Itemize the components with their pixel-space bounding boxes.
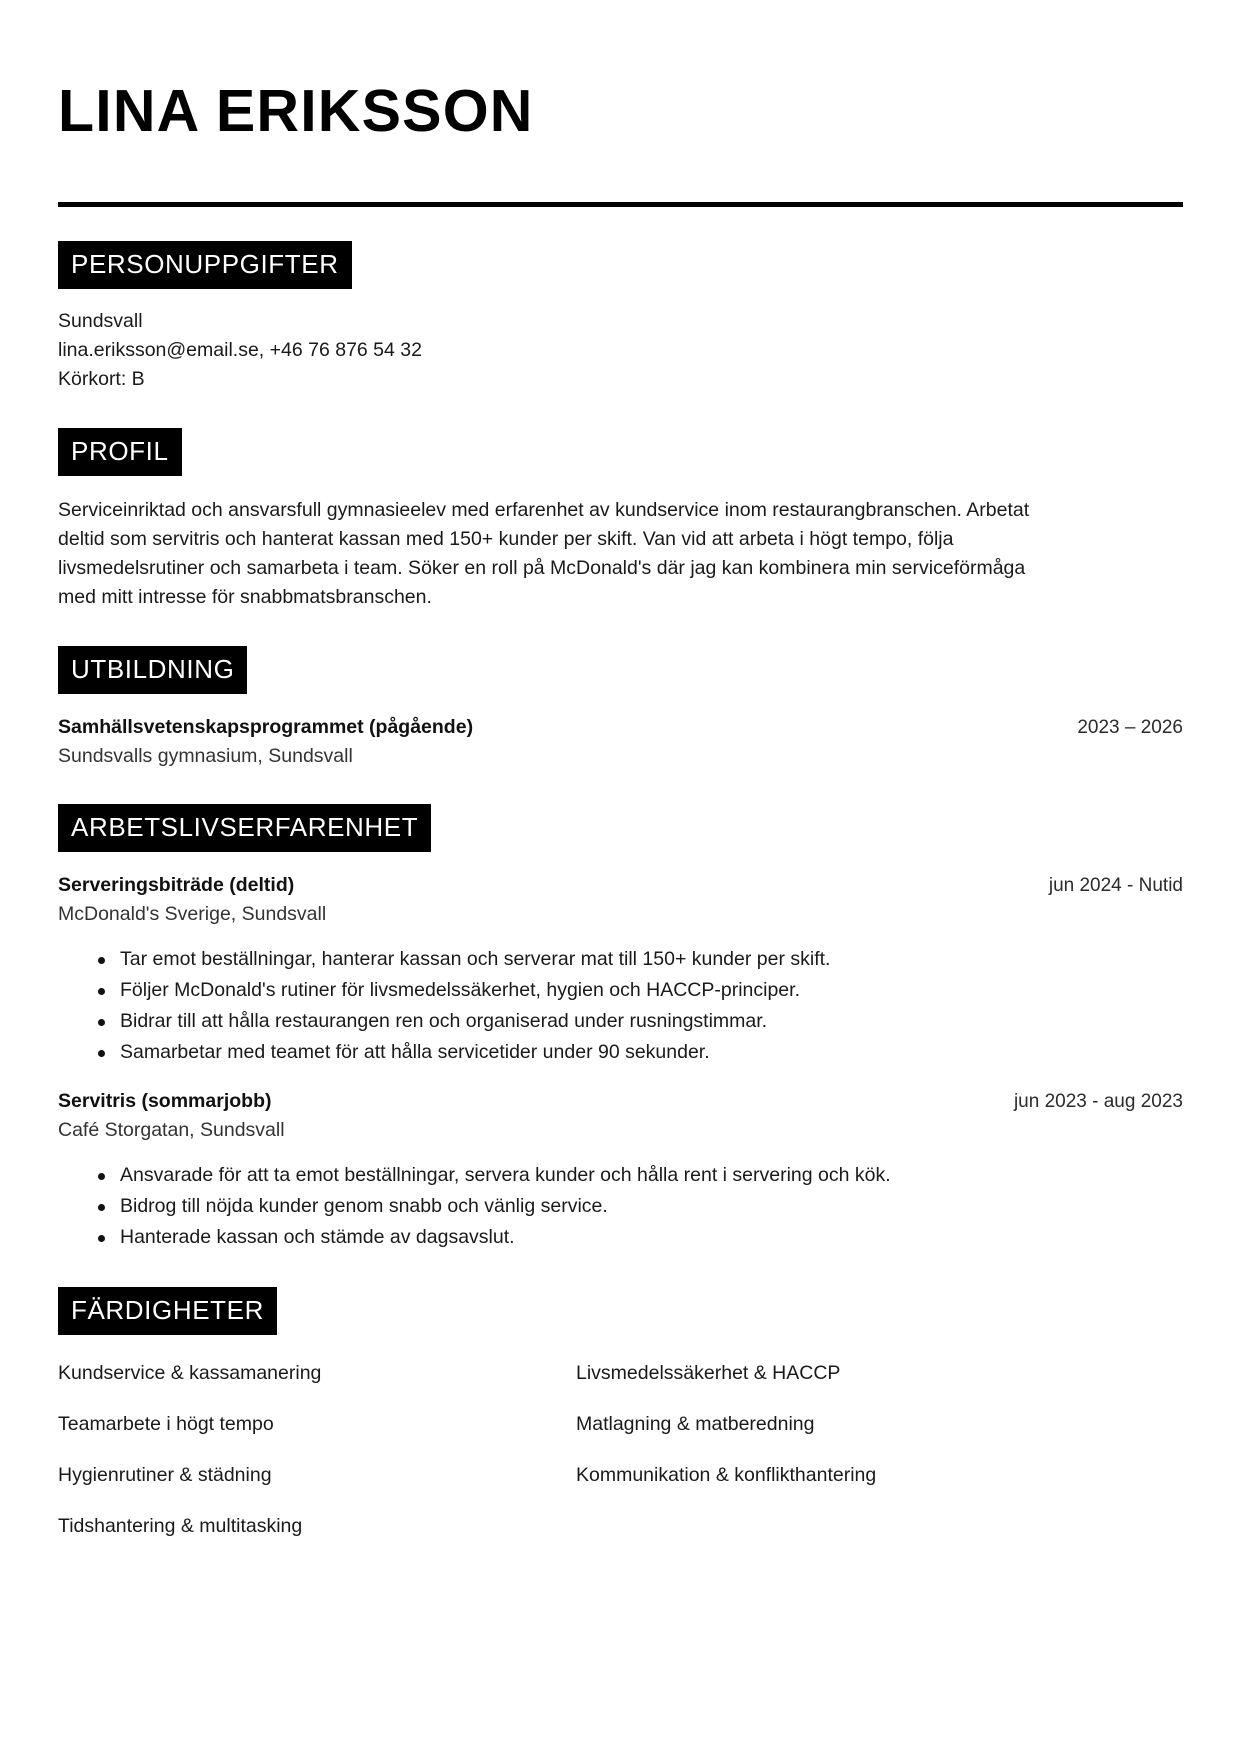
contact-license: Körkort: B xyxy=(58,368,145,390)
experience-entry-title: Servitris (sommarjobb) xyxy=(58,1090,272,1112)
experience-entry-date: jun 2024 - Nutid xyxy=(1048,875,1183,896)
profile-paragraph: Serviceinriktad och ansvarsfull gymnasieelev med erfarenhet av kundservice inom restaurangbranschen. Arbetat deltid som servitris och hanterat kassan med 150+ kunder per skift. Van vid att arbeta i högt tempo, följa livsmedelsrutiner och samarbeta i team. Söker en roll på McDonald's där jag kan kombinera min serviceförmåga med mitt intresse för snabbmatsbranschen. xyxy=(58,499,1030,608)
skill-item: Livsmedelssäkerhet & HACCP xyxy=(576,1362,841,1384)
education-entry-school: Sundsvalls gymnasium, Sundsvall xyxy=(58,745,353,767)
section-heading-education: UTBILDNING xyxy=(58,646,247,694)
header-divider xyxy=(58,202,1183,207)
list-item: Hanterade kassan och stämde av dagsavslut. xyxy=(98,1222,1183,1253)
experience-bullet-list xyxy=(58,1160,1183,1253)
experience-entry xyxy=(58,872,1183,1068)
section-heading-personal: PERSONUPPGIFTER xyxy=(58,241,352,289)
experience-entry-head xyxy=(58,872,1183,899)
section-profile xyxy=(58,428,1183,612)
profile-text-block xyxy=(58,496,1058,612)
experience-entry-employer: McDonald's Sverige, Sundsvall xyxy=(58,903,327,925)
experience-entry-employer: Café Storgatan, Sundsvall xyxy=(58,1119,285,1141)
skill-item: Kundservice & kassamanering xyxy=(58,1362,322,1384)
list-item: Bidrog till nöjda kunder genom snabb och vänlig service. xyxy=(98,1191,1183,1222)
education-entry-date: 2023 – 2026 xyxy=(1077,717,1183,738)
experience-entry-head xyxy=(58,1088,1183,1115)
skill-item: Kommunikation & konflikthantering xyxy=(576,1464,877,1486)
section-experience xyxy=(58,804,1183,1253)
skill-item: Matlagning & matberedning xyxy=(576,1413,815,1435)
skill-item: Hygienrutiner & städning xyxy=(58,1464,272,1486)
skill-item: Tidshantering & multitasking xyxy=(58,1515,303,1537)
section-heading-profile: PROFIL xyxy=(58,428,182,476)
section-skills xyxy=(58,1287,1183,1541)
education-entry-title: Samhällsvetenskapsprogrammet (pågående) xyxy=(58,716,474,738)
list-item: Bidrar till att hålla restaurangen ren och organiserad under rusningstimmar. xyxy=(98,1006,1183,1037)
contact-block xyxy=(58,307,1183,394)
section-heading-skills: FÄRDIGHETER xyxy=(58,1287,277,1335)
contact-email-phone: lina.eriksson@email.se, +46 76 876 54 32 xyxy=(58,339,422,361)
skill-item: Teamarbete i högt tempo xyxy=(58,1413,274,1435)
education-entry-head xyxy=(58,714,1183,741)
education-entry xyxy=(58,714,1183,770)
section-education xyxy=(58,646,1183,770)
section-heading-experience: ARBETSLIVSERFARENHET xyxy=(58,804,431,852)
list-item: Följer McDonald's rutiner för livsmedelssäkerhet, hygien och HACCP-principer. xyxy=(98,975,1183,1006)
experience-bullet-list xyxy=(58,944,1183,1068)
list-item: Ansvarade för att ta emot beställningar, servera kunder och hålla rent i servering och kök. xyxy=(98,1160,1183,1191)
contact-city: Sundsvall xyxy=(58,310,143,332)
section-personal-details xyxy=(58,241,1183,394)
experience-entry xyxy=(58,1088,1183,1253)
page-title: LINA ERIKSSON xyxy=(58,78,534,144)
skills-grid xyxy=(58,1359,1183,1541)
list-item: Samarbetar med teamet för att hålla servicetider under 90 sekunder. xyxy=(98,1037,1183,1068)
experience-entry-title: Serveringsbiträde (deltid) xyxy=(58,874,295,896)
list-item: Tar emot beställningar, hanterar kassan och serverar mat till 150+ kunder per skift. xyxy=(98,944,1183,975)
experience-entry-date: jun 2023 - aug 2023 xyxy=(1013,1091,1183,1112)
